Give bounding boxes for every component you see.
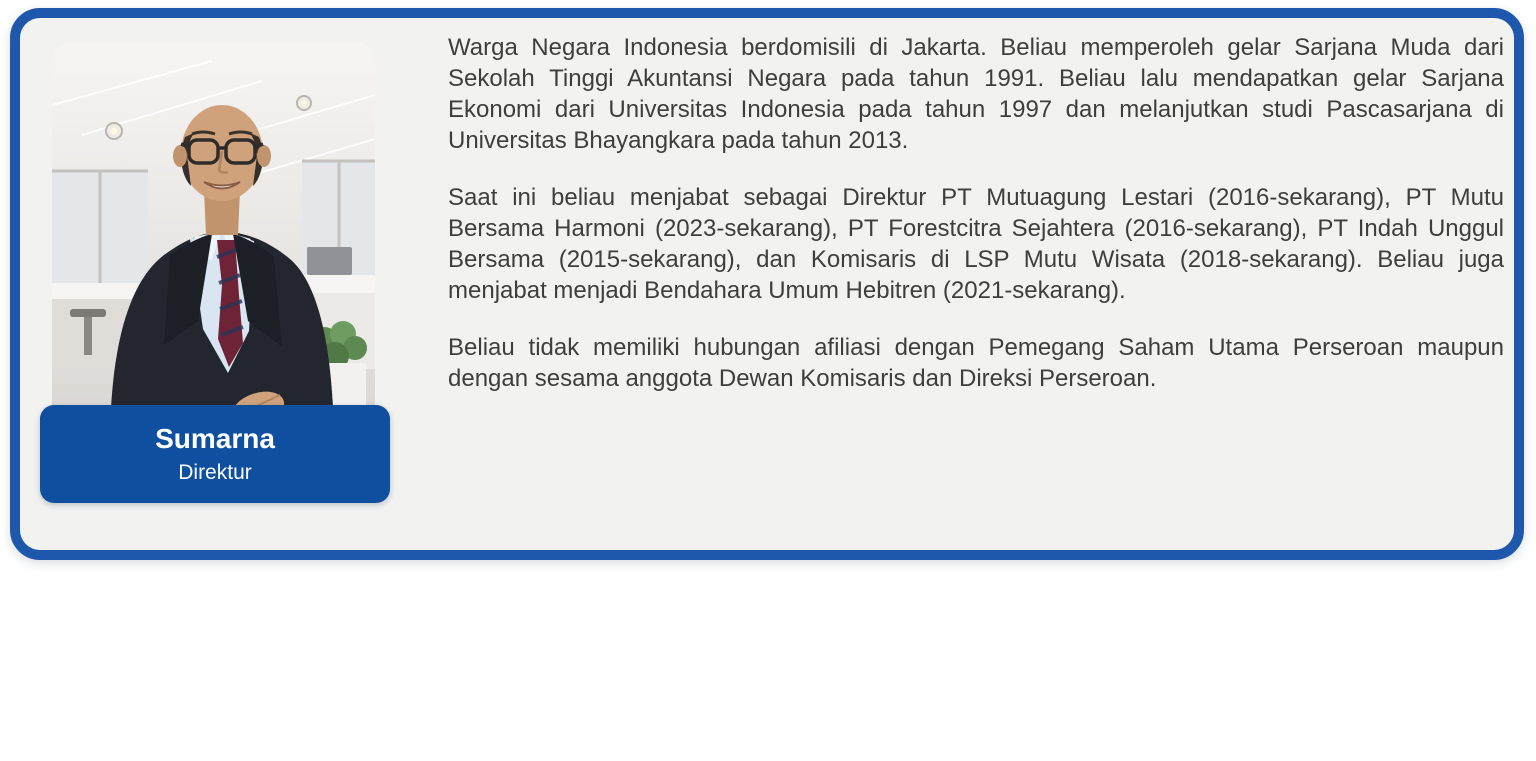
director-name: Sumarna <box>155 423 275 455</box>
profile-card <box>10 8 1524 560</box>
name-badge <box>40 405 390 503</box>
bio-paragraph-affiliation: Beliau tidak memiliki hubungan afiliasi dengan Pemegang Saham Utama Perseroan maupun dengan sesama anggota Dewan Komisaris dan Direksi Perseroan. <box>448 334 1504 392</box>
director-photo <box>52 43 375 433</box>
director-title: Direktur <box>178 460 252 484</box>
office-portrait-illustration <box>52 43 375 433</box>
bio-paragraph-positions: Saat ini beliau menjabat sebagai Direktur PT Mutuagung Lestari (2016-sekarang), PT Mutu Bersama Harmoni (2023-sekarang), PT Forestcitra Sejahtera (2016-sekarang), PT Indah Unggul Bersama (2015-sekarang), dan Komisaris di LSP Mutu Wisata (2018-sekarang). Beliau juga menjabat menjadi Bendahara Umum Hebitren (2021-sekarang). <box>448 184 1504 304</box>
bio-text <box>448 32 1504 394</box>
bio-paragraph-education: Warga Negara Indonesia berdomisili di Jakarta. Beliau memperoleh gelar Sarjana Muda dari Sekolah Tinggi Akuntansi Negara pada tahun 1991. Beliau lalu mendapatkan gelar Sarjana Ekonomi dari Universitas Indonesia pada tahun 1997 dan melanjutkan studi Pascasarjana di Universitas Bhayangkara pada tahun 2013. <box>448 34 1504 154</box>
